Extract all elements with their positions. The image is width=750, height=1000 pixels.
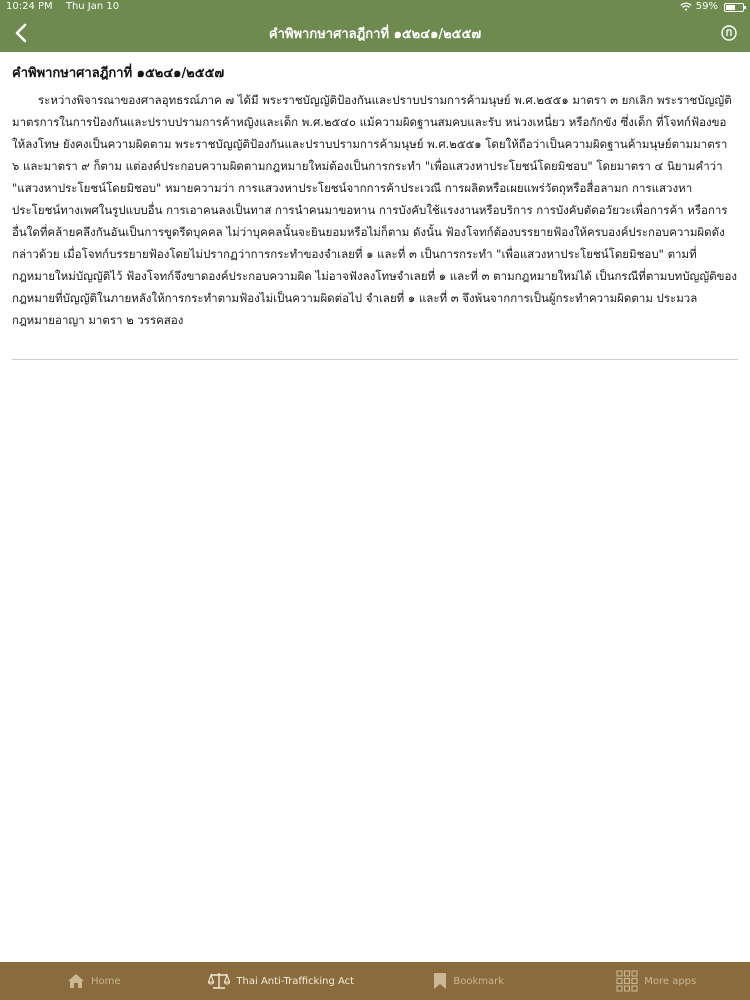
case-content [0, 52, 750, 360]
tab-more-apps[interactable] [563, 962, 750, 1000]
status-time: 10:24 PM [6, 1, 53, 12]
tab-thai-anti-trafficking-act[interactable] [188, 962, 376, 1000]
navigation-bar [0, 14, 750, 52]
tab-more-apps-label: More apps [644, 975, 697, 987]
tab-bar [0, 962, 750, 1000]
scales-icon [208, 972, 230, 990]
battery-percent: 59% [695, 1, 718, 12]
status-bar-right [680, 0, 744, 14]
tab-home-label: Home [90, 975, 121, 987]
case-heading: คำพิพากษาศาลฎีกาที่ ๑๕๒๔๑/๒๕๕๗ [12, 66, 225, 81]
grid-icon [616, 970, 638, 992]
bookmark-icon [433, 972, 447, 990]
tab-home[interactable] [0, 962, 188, 1000]
tab-act-label: Thai Anti-Trafficking Act [236, 975, 355, 987]
back-button[interactable] [6, 18, 36, 48]
page-title: คำพิพากษาศาลฎีกาที่ ๑๕๒๔๑/๒๕๕๗ [268, 26, 482, 42]
case-body: ระหว่างพิจารณาของศาลอุทธรณ์ภาค ๗ ได้มี พระราชบัญญัติป้องกันและปราบปรามการค้ามนุษย์ พ.ศ.๒๕๕๑ มาตรา ๓ ยกเลิก พระราชบัญญัติมาตรการในการป้องกันและปราบปรามการค้าหญิงและเด็ก พ.ศ.๒๕๔๐ แม้ความผิดฐานสมคบและรับ หน่วงเหนี่ยว หรือกักขัง ซึ่งเด็ก ที่โจทก์ฟ้องขอให้ลงโทษ ยังคงเป็นความผิดตาม พระราชบัญญัติป้องกันและปราบปรามการค้ามนุษย์ พ.ศ.๒๕๕๑ โดยให้ถือว่าเป็นความผิดฐานค้ามนุษย์ตามมาตรา ๖ และมาตรา ๙ ก็ตาม แต่องค์ประกอบความผิดตามกฎหมายใหม่ต้องเป็นการกระทำ "เพื่อแสวงหาประโยชน์โดยมิชอบ" โดยมาตรา ๔ นิยามคำว่า "แสวงหาประโยชน์โดยมิชอบ" หมายความว่า การแสวงหาประโยชน์จากการค้าประเวณี การผลิตหรือเผยแพร่วัตถุหรือสื่อลามก การแสวงหาประโยชน์ทางเพศในรูปแบบอื่น การเอาคนลงเป็นทาส การนำคนมาขอทาน การบังคับใช้แรงงานหรือบริการ การบังคับตัดอวัยวะเพื่อการค้า หรือการอื่นใดที่คล้ายคลึงกันอันเป็นการขูดรีดบุคคล ไม่ว่าบุคคลนั้นจะยินยอมหรือไม่ก็ตาม ดังนั้น ฟ้องโจทก์ต้องบรรยายฟ้องให้ครบองค์ประกอบความผิดดังกล่าวด้วย เมื่อโจทก์บรรยายฟ้องโดยไม่ปรากฏว่าการกระทำของจำเลยที่ ๑ และที่ ๓ เป็นการกระทำ "เพื่อแสวงหาประโยชน์โดยมิชอบ" ตามที่กฎหมายใหม่บัญญัติไว้ ฟ้องโจทก์จึงขาดองค์ประกอบความผิด ไม่อาจฟังลงโทษจำเลยที่ ๑ และที่ ๓ ตามกฎหมายใหม่ได้ เป็นกรณีที่ตามบทบัญญัติของกฎหมายที่บัญญัติในภายหลังให้การกระทำตามฟ้องไม่เป็นความผิดต่อไป จำเลยที่ ๑ และที่ ๓ จึงพ้นจากการเป็นผู้กระทำความผิดตาม ประมวลกฎหมายอาญา มาตรา ๒ วรรคสอง [12, 93, 737, 327]
home-icon [67, 973, 85, 989]
battery-icon [724, 3, 744, 12]
status-bar-left [6, 0, 129, 14]
chevron-left-icon [14, 23, 28, 43]
status-date: Thu Jan 10 [65, 1, 120, 12]
wifi-icon [680, 2, 692, 12]
tab-bookmark-label: Bookmark [453, 975, 505, 987]
status-bar [0, 0, 750, 14]
battery-fill [726, 5, 735, 10]
info-icon[interactable] [720, 24, 738, 42]
content-divider [12, 359, 738, 360]
tab-bookmark[interactable] [375, 962, 563, 1000]
